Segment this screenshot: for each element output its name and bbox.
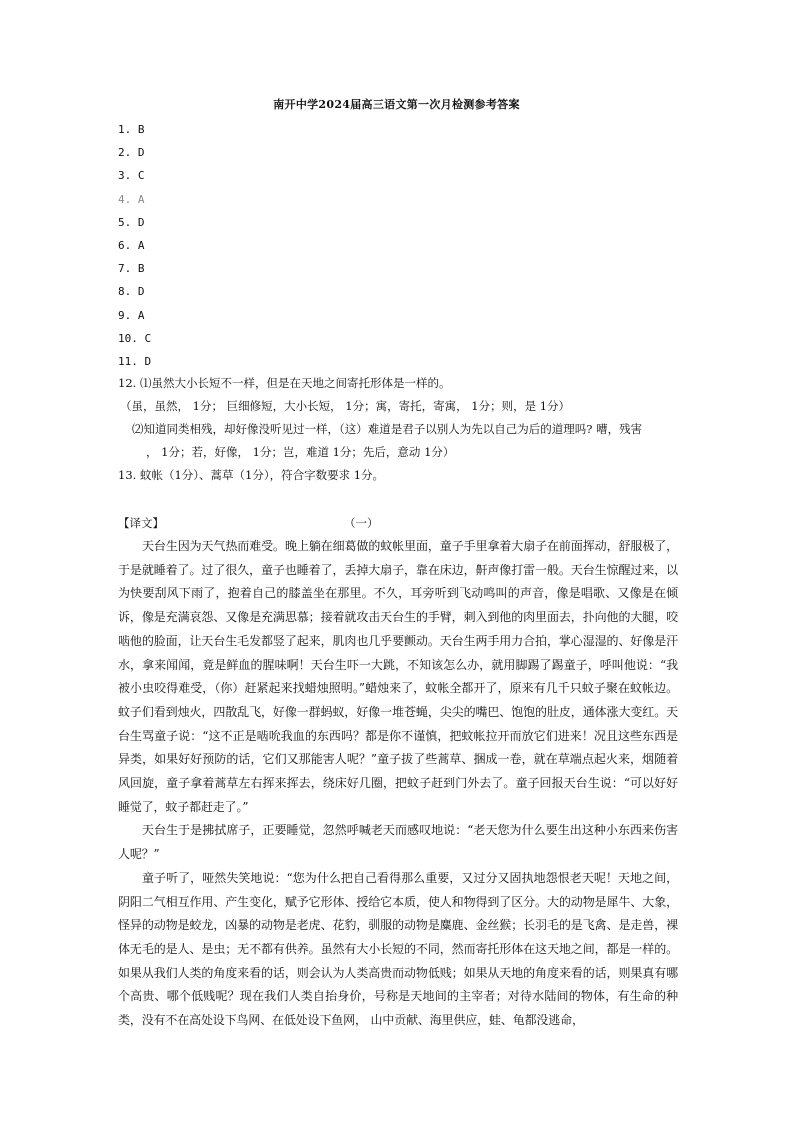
q12-translation-2: ⑵知道同类相残，却好像没听见过一样，（这）难道是君子以别人为先以自己为后的道理吗? 嘈，残害 bbox=[132, 422, 643, 436]
q12-translation-1: 12. ⑴虽然大小长短不一样，但是在天地之间寄托形体是一样的。 bbox=[118, 376, 451, 390]
answer-number: 7. bbox=[118, 262, 132, 276]
answer-value: D bbox=[137, 146, 145, 160]
q12-scoring-2: ， 1分；若，好像， 1分；岂，难道 1分；先后，意动 1分） bbox=[146, 445, 455, 459]
answer-number: 10. bbox=[118, 331, 138, 345]
answer-number: 9. bbox=[118, 308, 132, 322]
page-title: 南开中学2024届高三语文第一次月检测参考答案 bbox=[273, 98, 520, 111]
answer-value: C bbox=[144, 331, 152, 345]
answer-list bbox=[118, 118, 688, 373]
translation-paragraph: 天台生于是拂拭席子，正要睡觉，忽然呼喊老天而感叹地说：“老天您为什么要生出这种小东西来伤害人呢？” bbox=[118, 823, 678, 862]
q12-scoring-1: （虽，虽然， 1分； 巨细修短，大小长短， 1分；寓，寄托，寄寓， 1分；则，是 1分） bbox=[120, 399, 571, 413]
translation-section bbox=[118, 512, 678, 1033]
answer-item bbox=[118, 118, 688, 141]
answer-number: 2. bbox=[118, 146, 132, 160]
answer-value: D bbox=[144, 354, 152, 368]
answer-item bbox=[118, 327, 688, 350]
answer-item bbox=[118, 211, 688, 234]
answer-item bbox=[118, 280, 688, 303]
answer-value: D bbox=[137, 215, 145, 229]
answer-value: C bbox=[137, 169, 145, 183]
answer-number: 8. bbox=[118, 285, 132, 299]
section-number: （一） bbox=[344, 516, 379, 530]
translation-paragraph: 天台生因为天气热而难受。晚上躺在细葛做的蚊帐里面，童子手里拿着大扇子在前面挥动，舒服极了，于是就睡着了。过了很久，童子也睡着了，丢掉大扇子，靠在床边，鼾声像打雷一般。天台生惊醒过来，以为快要刮风下雨了，抱着自己的膝盖坐在那里。不久，耳旁听到飞动鸣叫的声音，像是唱歌、又像是在倾诉，像是充满哀怨、又像是充满思慕；接着就攻击天台生的手臂，刺入到他的肉里面去，扑向他的大腿，咬啮他的脸面，让天台生毛发都竖了起来，肌肉也几乎要颤动。天台生两手用力合拍，掌心湿湿的、好像是汗水，拿来闻闻，竟是鲜血的腥味啊！天台生吓一大跳，不知该怎么办，就用脚踢了踢童子，呼叫他说：“我被小虫咬得难受，（你）赶紧起来找蜡烛照明。”蜡烛来了，蚊帐全都开了，原来有几千只蚊子聚在蚊帐边。蚊子们看到烛火，四散乱飞，好像一群蚂蚁，好像一堆苍蝇，尖尖的嘴巴、饱饱的肚皮，通体涨大变红。天台生骂童子说：“这不正是啮吮我血的东西吗？都是你不谨慎，把蚊帐拉开而放它们进来！况且这些东西是异类，如果好好预防的话，它们又那能害人呢？”童子拔了些蒿草、捆成一卷，就在草端点起火来，烟随着风回旋，童子拿着蒿草左右挥来挥去，绕床好几圈，把蚊子赶到门外去了。童子回报天台生说：“可以好好睡觉了，蚊子都赶走了。” bbox=[118, 539, 678, 814]
answer-number: 11. bbox=[118, 354, 138, 368]
q13-answer: 13. 蚊帐（1分）、蒿草（1分），符合字数要求 1分。 bbox=[118, 468, 385, 482]
answer-number: 3. bbox=[118, 169, 132, 183]
translation-label: 【译文】 bbox=[118, 516, 164, 530]
answer-number: 1. bbox=[118, 123, 132, 136]
translation-header bbox=[118, 512, 678, 535]
answer-item bbox=[118, 234, 688, 257]
answer-number: 6. bbox=[118, 238, 132, 252]
answer-value: B bbox=[137, 262, 145, 276]
answer-value: A bbox=[137, 238, 145, 252]
translation-paragraph: 童子听了，哑然失笑地说：“您为什么把自己看得那么重要，又过分又固执地怨恨老天呢！天地之间，阴阳二气相互作用、产生变化，赋予它形体、授给它本质，使人和物得到了区分。大的动物是犀牛、大象，怪异的动物是蛟龙，凶暴的动物是老虎、花豹，驯服的动物是麋鹿、金丝猴；长羽毛的是飞禽、是走兽，裸体无毛的是人、是虫；无不都有供养。虽然有大小长短的不同，然而寄托形体在这天地之间，都是一样的。如果从我们人类的角度来看的话，则会认为人类高贵而动物低贱；如果从天地的角度来看的话，则果真有哪个高贵、哪个低贱呢？现在我们人类自抬身价，号称是天地间的主宰者；对待水陆间的物体，有生命的种类，没有不在高处设下鸟网、在低处设下鱼网， 山中贡献、海里供应，蛙、龟都没逃命， bbox=[118, 870, 678, 1028]
answer-number: 4. bbox=[118, 192, 132, 206]
question-12-answer bbox=[118, 372, 688, 487]
answer-number: 5. bbox=[118, 215, 132, 229]
answer-value: A bbox=[137, 308, 145, 322]
answer-item bbox=[118, 304, 688, 327]
answer-item bbox=[118, 141, 688, 164]
answer-value: B bbox=[137, 123, 145, 136]
answer-value: A bbox=[137, 192, 145, 206]
answer-value: D bbox=[137, 285, 145, 299]
answer-item bbox=[118, 188, 688, 211]
answer-item bbox=[118, 257, 688, 280]
answer-item bbox=[118, 350, 688, 373]
answer-item bbox=[118, 164, 688, 187]
